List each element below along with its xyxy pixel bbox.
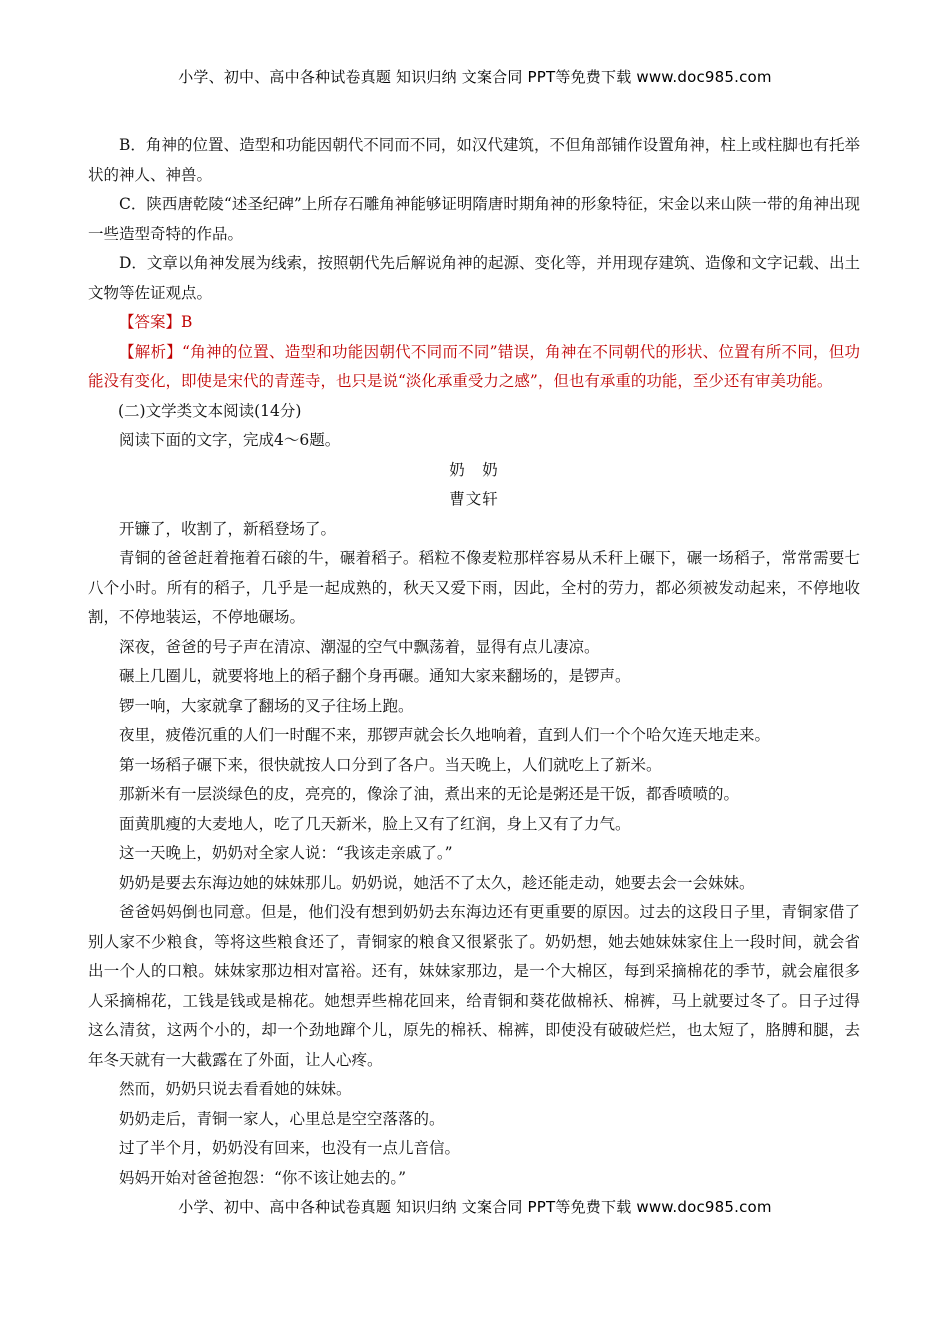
answer-line: [88, 308, 860, 338]
story-paragraph: 奶奶是要去东海边她的妹妹那儿。奶奶说，她活不了太久，趁还能走动，她要去会一会妹妹。: [119, 873, 755, 892]
story-paragraph: 深夜，爸爸的号子声在清凉、潮湿的空气中飘荡着，显得有点儿凄凉。: [119, 637, 600, 656]
story-paragraph: 这一天晚上，奶奶对全家人说：“我该走亲戚了。”: [119, 844, 453, 862]
story-paragraph: 开镰了，收割了，新稻登场了。: [119, 519, 337, 538]
footer-banner: 小学、初中、高中各种试卷真题 知识归纳 文案合同 PPT等免费下载 www.doc985.com: [178, 1198, 772, 1216]
story-paragraph: 爸爸妈妈倒也同意。但是，他们没有想到奶奶去东海边还有更重要的原因。过去的这段日子里，青铜家借了别人家不少粮食，等将这些粮食还了，青铜家的粮食又很紧张了。奶奶想，她去她妹妹家住上一段时间，就会省出一个人的口粮。妹妹家那边相对富裕。还有，妹妹家那边，是一个大棉区，每到采摘棉花的季节，就会雇很多人采摘棉花，工钱是钱或是棉花。她想弄些棉花回来，给青铜和葵花做棉袄、棉裤，马上就要过冬了。日子过得这么清贫，这两个小的，却一个劲地蹿个儿，原先的棉袄、棉裤，即使没有破破烂烂，也太短了，胳膊和腿，去年冬天就有一大截露在了外面，让人心疼。: [88, 903, 860, 1069]
explanation-label: 【解析】: [119, 342, 183, 361]
option-b: B．角神的位置、造型和功能因朝代不同而不同，如汉代建筑，不但角部铺作设置角神，柱上或柱脚也有托举状的神人、神兽。: [88, 136, 860, 184]
story-paragraph: 那新米有一层淡绿色的皮，亮亮的，像涂了油，煮出来的无论是粥还是干饭，都香喷喷的。: [119, 785, 740, 803]
option-d: D．文章以角神发展为线索，按照朝代先后解说角神的起源、变化等，并用现存建筑、造像和文字记载、出土文物等佐证观点。: [88, 254, 860, 302]
document-body: [88, 131, 860, 1193]
story-paragraph: 夜里，疲倦沉重的人们一时醒不来，那锣声就会长久地响着，直到人们一个个哈欠连天地走来。: [119, 726, 771, 744]
reading-instruction: 阅读下面的文字，完成4～6题。: [119, 431, 341, 449]
story-paragraph: 然而，奶奶只说去看看她的妹妹。: [119, 1080, 352, 1098]
explanation-line: [88, 338, 860, 397]
story-paragraph: 奶奶走后，青铜一家人，心里总是空空落落的。: [119, 1109, 445, 1128]
section-heading: (二)文学类文本阅读(14分): [118, 401, 302, 420]
explanation-text: “角神的位置、造型和功能因朝代不同而不同”错误，角神在不同朝代的形状、位置有所不同，但功能没有变化，即使是宋代的青莲寺，也只是说“淡化承重受力之感”，但也有承重的功能，至少还有审美功能。: [88, 342, 860, 390]
story-paragraph: 面黄肌瘦的大麦地人，吃了几天新米，脸上又有了红润，身上又有了力气。: [119, 814, 631, 833]
story-paragraph: 碾上几圈儿，就要将地上的稻子翻个身再碾。通知大家来翻场的，是锣声。: [119, 667, 631, 685]
header-banner: 小学、初中、高中各种试卷真题 知识归纳 文案合同 PPT等免费下载 www.doc985.com: [178, 68, 772, 86]
story-paragraph: 妈妈开始对爸爸抱怨：“你不该让她去的。”: [119, 1168, 407, 1187]
story-title: 奶 奶: [449, 460, 499, 479]
answer-value: B: [181, 313, 193, 331]
story-paragraph: 锣一响，大家就拿了翻场的叉子往场上跑。: [119, 696, 414, 715]
story-paragraph: 过了半个月，奶奶没有回来，也没有一点儿音信。: [119, 1139, 461, 1157]
answer-label: 【答案】: [119, 313, 182, 331]
story-author: 曹文轩: [449, 490, 499, 508]
story-paragraph: 第一场稻子碾下来，很快就按人口分到了各户。当天晚上，人们就吃上了新米。: [119, 755, 662, 774]
option-c: C．陕西唐乾陵“述圣纪碑”上所存石雕角神能够证明隋唐时期角神的形象特征，宋金以来山陕一带的角神出现一些造型奇特的作品。: [88, 195, 860, 243]
story-paragraph: 青铜的爸爸赶着拖着石磙的牛，碾着稻子。稻粒不像麦粒那样容易从禾秆上碾下，碾一场稻子，常常需要七八个小时。所有的稻子，几乎是一起成熟的，秋天又爱下雨，因此，全村的劳力，都必须被发动起来，不停地收割，不停地装运，不停地碾场。: [88, 549, 860, 626]
